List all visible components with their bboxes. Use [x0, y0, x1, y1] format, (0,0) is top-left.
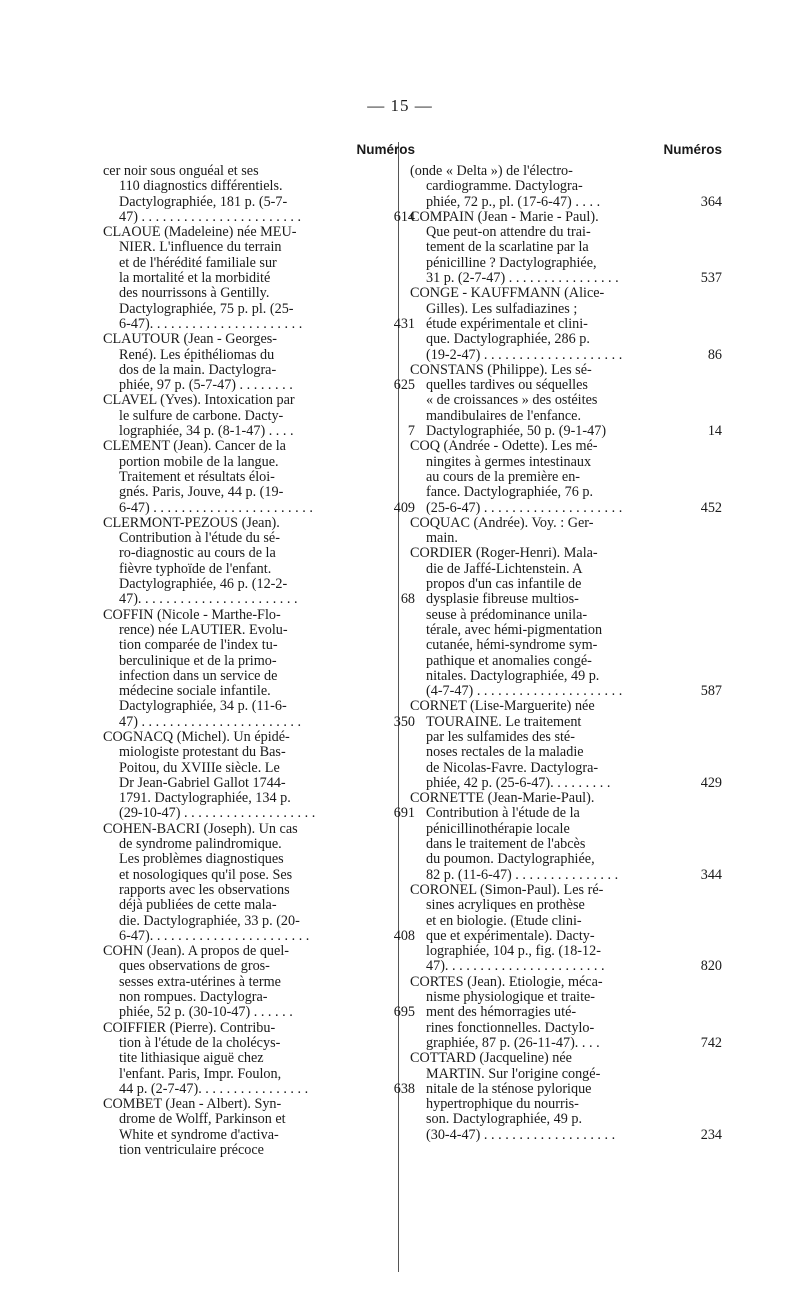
entry-line: phiée, 72 p., pl. (17-6-47) . . . .: [426, 194, 601, 210]
index-entry: [410, 546, 722, 700]
entry-line: des nourrissons à Gentilly.: [119, 286, 270, 302]
entry-line: 110 diagnostics différentiels.: [119, 179, 283, 195]
entry-line: White et syndrome d'activa-: [119, 1127, 279, 1143]
entry-line: au cours de la première en-: [426, 469, 581, 485]
index-entry: [410, 209, 722, 287]
entry-line: 6-47) . . . . . . . . . . . . . . . . . . . . . . .: [119, 500, 313, 516]
entry-number: 695: [393, 1004, 415, 1021]
entry-line: infection dans un service de: [119, 668, 278, 684]
entry-line: propos d'un cas infantile de: [426, 577, 582, 593]
entry-number: 68: [400, 591, 415, 608]
entry-line: ningites à germes intestinaux: [426, 454, 592, 470]
entry-line: pénicillinothérapie locale: [426, 821, 570, 837]
entry-line: tion à l'étude de la cholécys-: [119, 1035, 281, 1051]
entry-line: non rompues. Dactylogra-: [119, 990, 268, 1006]
entry-line: ques observations de gros-: [119, 959, 270, 975]
entry-line: CLÉMENT (Jean). Cancer de la: [103, 439, 286, 455]
entry-line: « de croissances » des ostéites: [426, 393, 598, 409]
entry-line: ment des hémorragies uté-: [426, 1005, 577, 1021]
right-column-header: Numéros: [663, 142, 722, 157]
entry-line: déjà publiées de cette mala-: [119, 898, 277, 914]
entry-line: CORDIER (Roger-Henri). Mala-: [410, 546, 598, 562]
index-entry: [410, 699, 722, 791]
entry-line: CLAUTOUR (Jean - Georges-: [103, 332, 278, 348]
entry-line: (onde « Delta ») de l'électro-: [410, 164, 573, 179]
index-entry: [410, 974, 722, 1051]
index-entry: [103, 821, 415, 944]
index-entry: [103, 1020, 415, 1097]
entry-line: pathique et anomalies congé-: [426, 653, 592, 669]
entry-line: Que peut-on attendre du trai-: [426, 225, 591, 241]
entry-line: fance. Dactylographiée, 76 p.: [426, 485, 594, 501]
entry-line: COGNACQ (Michel). Un épidé-: [103, 729, 290, 745]
entry-line: son. Dactylographiée, 49 p.: [426, 1112, 583, 1128]
index-entry: [410, 882, 722, 975]
entry-line: de Nicolas-Favre. Dactylogra-: [426, 760, 599, 776]
entry-line: COHEN-BACRI (Joseph). Un cas: [103, 821, 298, 837]
entry-number: 234: [700, 1126, 722, 1143]
entry-line: que. Dactylographiée, 286 p.: [426, 332, 590, 348]
entry-line: quelles tardives ou séquelles: [426, 378, 588, 394]
entry-number: 344: [700, 866, 722, 883]
entry-line: (4-7-47) . . . . . . . . . . . . . . . . . . . . .: [426, 684, 623, 700]
entry-number: 614: [393, 208, 415, 225]
entry-line: nitale de la sténose pylorique: [426, 1081, 592, 1097]
entry-line: lographiée, 34 p. (8-1-47) . . . .: [119, 424, 294, 440]
entry-line: rapports avec les observations: [119, 882, 290, 898]
index-entry: [103, 515, 415, 608]
index-entry: [410, 516, 700, 547]
entry-line: tion comparée de l'index tu-: [119, 638, 278, 654]
entry-number: 429: [700, 774, 722, 791]
entry-line: COTTARD (Jacqueline) née: [410, 1051, 572, 1067]
entry-number: 742: [700, 1034, 722, 1051]
entry-line: 1791. Dactylographiée, 134 p.: [119, 791, 291, 807]
entry-line: COQ (Andrée - Odette). Les mé-: [410, 439, 598, 455]
entry-line: 47) . . . . . . . . . . . . . . . . . . . . . . .: [119, 209, 302, 225]
entry-line: ro-diagnostic au cours de la: [119, 546, 276, 562]
entry-line: CLERMONT-PEZOUS (Jean).: [103, 515, 280, 531]
entry-line: fièvre typhoïde de l'enfant.: [119, 561, 272, 577]
entry-line: COHN (Jean). A propos de quel-: [103, 944, 289, 960]
entry-line: dans le traitement de l'abcès: [426, 837, 586, 853]
entry-line: phiée, 42 p. (25-6-47). . . . . . . . .: [426, 775, 611, 791]
entry-line: portion mobile de la langue.: [119, 454, 279, 470]
entry-line: térale, avec hémi-pigmentation: [426, 622, 603, 638]
page-number: — 15 —: [367, 96, 433, 115]
entry-number: 409: [393, 499, 415, 516]
entry-line: Dactylographiée, 75 p. pl. (25-: [119, 301, 294, 317]
index-entry: [103, 225, 415, 332]
entry-line: 47) . . . . . . . . . . . . . . . . . . . . . . .: [119, 714, 302, 730]
entry-line: la mortalité et la morbidité: [119, 271, 271, 287]
entry-number: 7: [407, 423, 415, 440]
index-entry: [410, 791, 722, 883]
entry-line: 47). . . . . . . . . . . . . . . . . . . . . . .: [426, 959, 605, 975]
entry-line: 6-47). . . . . . . . . . . . . . . . . . . . . .: [119, 316, 303, 332]
entry-line: COIFFIER (Pierre). Contribu-: [103, 1020, 276, 1036]
entry-line: cardiogramme. Dactylogra-: [426, 179, 583, 195]
entry-number: 86: [707, 346, 722, 363]
entry-number: 625: [393, 377, 415, 394]
index-entry: [410, 1051, 722, 1143]
entry-line: die de Jaffé-Lichtenstein. A: [426, 561, 583, 577]
entry-line: nitales. Dactylographiée, 49 p.: [426, 668, 600, 684]
entry-number: 691: [393, 805, 415, 822]
entry-line: cutanée, hémi-syndrome sym-: [426, 638, 598, 654]
entry-line: Dr Jean-Gabriel Gallot 1744-: [119, 775, 286, 791]
entry-line: hypertrophique du nourris-: [426, 1097, 579, 1113]
index-entry: [410, 164, 722, 210]
entry-line: Les problèmes diagnostiques: [119, 852, 284, 868]
entry-line: (29-10-47) . . . . . . . . . . . . . . . . . . .: [119, 806, 316, 822]
entry-number: 537: [700, 270, 722, 287]
entry-line: Dactylographiée, 50 p. (9-1-47): [426, 424, 607, 440]
entry-line: 47). . . . . . . . . . . . . . . . . . . . . . .: [119, 592, 298, 608]
entry-line: René). Les épithéliomas du: [119, 347, 275, 363]
entry-line: noses rectales de la maladie: [426, 745, 584, 761]
entry-number: 638: [393, 1080, 415, 1097]
entry-line: que et expérimentale). Dacty-: [426, 928, 595, 944]
entry-line: dos de la main. Dactylogra-: [119, 362, 277, 378]
entry-line: et en biologie. (Etude clini-: [426, 913, 582, 929]
entry-line: Dactylographiée, 46 p. (12-2-: [119, 577, 288, 593]
entry-line: de syndrome palindromique.: [119, 837, 282, 853]
entry-line: du poumon. Dactylographiée,: [426, 852, 595, 868]
index-entry: [410, 439, 722, 516]
entry-line: le sulfure de carbone. Dacty-: [119, 408, 284, 424]
entry-line: CONGE - KAUFFMANN (Alice-: [410, 286, 605, 302]
entry-line: CORNETTE (Jean-Marie-Paul).: [410, 791, 595, 807]
entry-line: berculinique et de la primo-: [119, 653, 277, 669]
entry-number: 350: [393, 713, 415, 730]
entry-line: tite lithiasique aiguë chez: [119, 1051, 264, 1067]
entry-line: sesses extra-utérines à terme: [119, 974, 281, 990]
entry-line: COFFIN (Nicole - Marthe-Flo-: [103, 607, 281, 623]
entry-line: et nosologiques qu'il pose. Ses: [119, 867, 293, 883]
entry-number: 431: [393, 315, 415, 332]
entry-line: mandibulaires de l'enfance.: [426, 408, 582, 424]
entry-line: tion ventriculaire précoce: [119, 1143, 264, 1158]
entry-line: miologiste protestant du Bas-: [119, 745, 286, 761]
index-entry: [103, 1097, 393, 1158]
entry-line: 6-47). . . . . . . . . . . . . . . . . . . . . . .: [119, 928, 310, 944]
entry-line: Dactylographiée, 34 p. (11-6-: [119, 699, 287, 715]
index-entry: [103, 393, 415, 440]
index-entry: [103, 332, 415, 394]
entry-line: Contribution à l'étude de la: [426, 806, 580, 822]
entry-line: Dactylographiée, 181 p. (5-7-: [119, 194, 288, 210]
entry-line: MARTIN. Sur l'origine congé-: [426, 1066, 601, 1082]
entry-line: Traitement et résultats éloi-: [119, 469, 275, 485]
entry-line: COQUAC (Andrée). Voy. : Ger-: [410, 515, 594, 531]
entry-line: tement de la scarlatine par la: [426, 240, 589, 256]
entry-line: CORTES (Jean). Etiologie, méca-: [410, 974, 603, 990]
entry-line: TOURAINE. Le traitement: [426, 714, 582, 730]
entry-line: (19-2-47) . . . . . . . . . . . . . . . . . . . .: [426, 347, 623, 363]
entry-line: et de l'hérédité familiale sur: [119, 255, 277, 271]
entry-line: COMPAIN (Jean - Marie - Paul).: [410, 209, 599, 225]
entry-line: étude expérimentale et clini-: [426, 316, 588, 332]
entry-line: cer noir sous onguéal et ses: [103, 164, 259, 179]
entry-line: NIER. L'influence du terrain: [119, 240, 282, 256]
entry-line: COMBET (Jean - Albert). Syn-: [103, 1097, 282, 1113]
entry-number: 14: [707, 423, 722, 440]
entry-line: CONSTANS (Philippe). Les sé-: [410, 362, 592, 378]
index-entry: [103, 439, 415, 516]
entry-line: CORONEL (Simon-Paul). Les ré-: [410, 882, 604, 898]
entry-line: rines fonctionnelles. Dactylo-: [426, 1020, 595, 1036]
entry-line: phiée, 52 p. (30-10-47) . . . . . .: [119, 1005, 293, 1021]
entry-number: 587: [700, 683, 722, 700]
index-entry: [103, 944, 415, 1021]
entry-line: Contribution à l'étude du sé-: [119, 531, 280, 547]
entry-line: médecine sociale infantile.: [119, 684, 271, 700]
entry-line: pénicilline ? Dactylographiée,: [426, 255, 597, 271]
entry-line: CLAVEL (Yves). Intoxication par: [103, 393, 295, 409]
entry-number: 408: [393, 927, 415, 944]
entry-line: sines acryliques en prothèse: [426, 898, 585, 914]
index-entry: [103, 729, 415, 822]
entry-line: lographiée, 104 p., fig. (18-12-: [426, 944, 601, 960]
entry-number: 820: [700, 958, 722, 975]
column-divider: [398, 142, 399, 1272]
entry-line: par les sulfamides des sté-: [426, 729, 575, 745]
entry-line: die. Dactylographiée, 33 p. (20-: [119, 913, 300, 929]
entry-line: Poitou, du XVIIIe siècle. Le: [119, 760, 280, 776]
index-entry: [103, 164, 415, 225]
right-entries: [410, 164, 722, 1143]
entry-line: (25-6-47) . . . . . . . . . . . . . . . . . . . .: [426, 500, 623, 516]
entry-line: nisme physiologique et traite-: [426, 990, 596, 1006]
entry-number: 364: [700, 193, 722, 210]
entry-line: phiée, 97 p. (5-7-47) . . . . . . . .: [119, 378, 293, 394]
entry-line: dysplasie fibreuse multios-: [426, 592, 579, 608]
entry-line: 44 p. (2-7-47). . . . . . . . . . . . . . . .: [119, 1081, 309, 1097]
left-entries: [103, 164, 415, 1158]
entry-line: (30-4-47) . . . . . . . . . . . . . . . . . . .: [426, 1127, 616, 1143]
entry-line: gnés. Paris, Jouve, 44 p. (19-: [119, 485, 284, 501]
entry-line: 31 p. (2-7-47) . . . . . . . . . . . . . . . .: [426, 271, 619, 287]
entry-line: CLAOUÉ (Madeleine) née MEU-: [103, 225, 297, 241]
index-entry: [410, 362, 722, 440]
index-entry: [410, 286, 722, 363]
index-entry: [103, 607, 415, 730]
entry-line: 82 p. (11-6-47) . . . . . . . . . . . . . . .: [426, 867, 619, 883]
entry-line: seuse à prédominance unila-: [426, 607, 588, 623]
left-column-header: Numéros: [356, 142, 415, 157]
entry-line: graphiée, 87 p. (26-11-47). . . .: [426, 1035, 600, 1051]
entry-line: CORNET (Lise-Marguerite) née: [410, 699, 595, 715]
entry-line: drome de Wolff, Parkinson et: [119, 1112, 286, 1128]
entry-line: Gilles). Les sulfadiazines ;: [426, 301, 578, 317]
entry-line: l'enfant. Paris, Impr. Foulon,: [119, 1066, 282, 1082]
entry-number: 452: [700, 499, 722, 516]
entry-line: main.: [426, 531, 458, 547]
entry-line: rence) née LAUTIER. Evolu-: [119, 622, 288, 638]
